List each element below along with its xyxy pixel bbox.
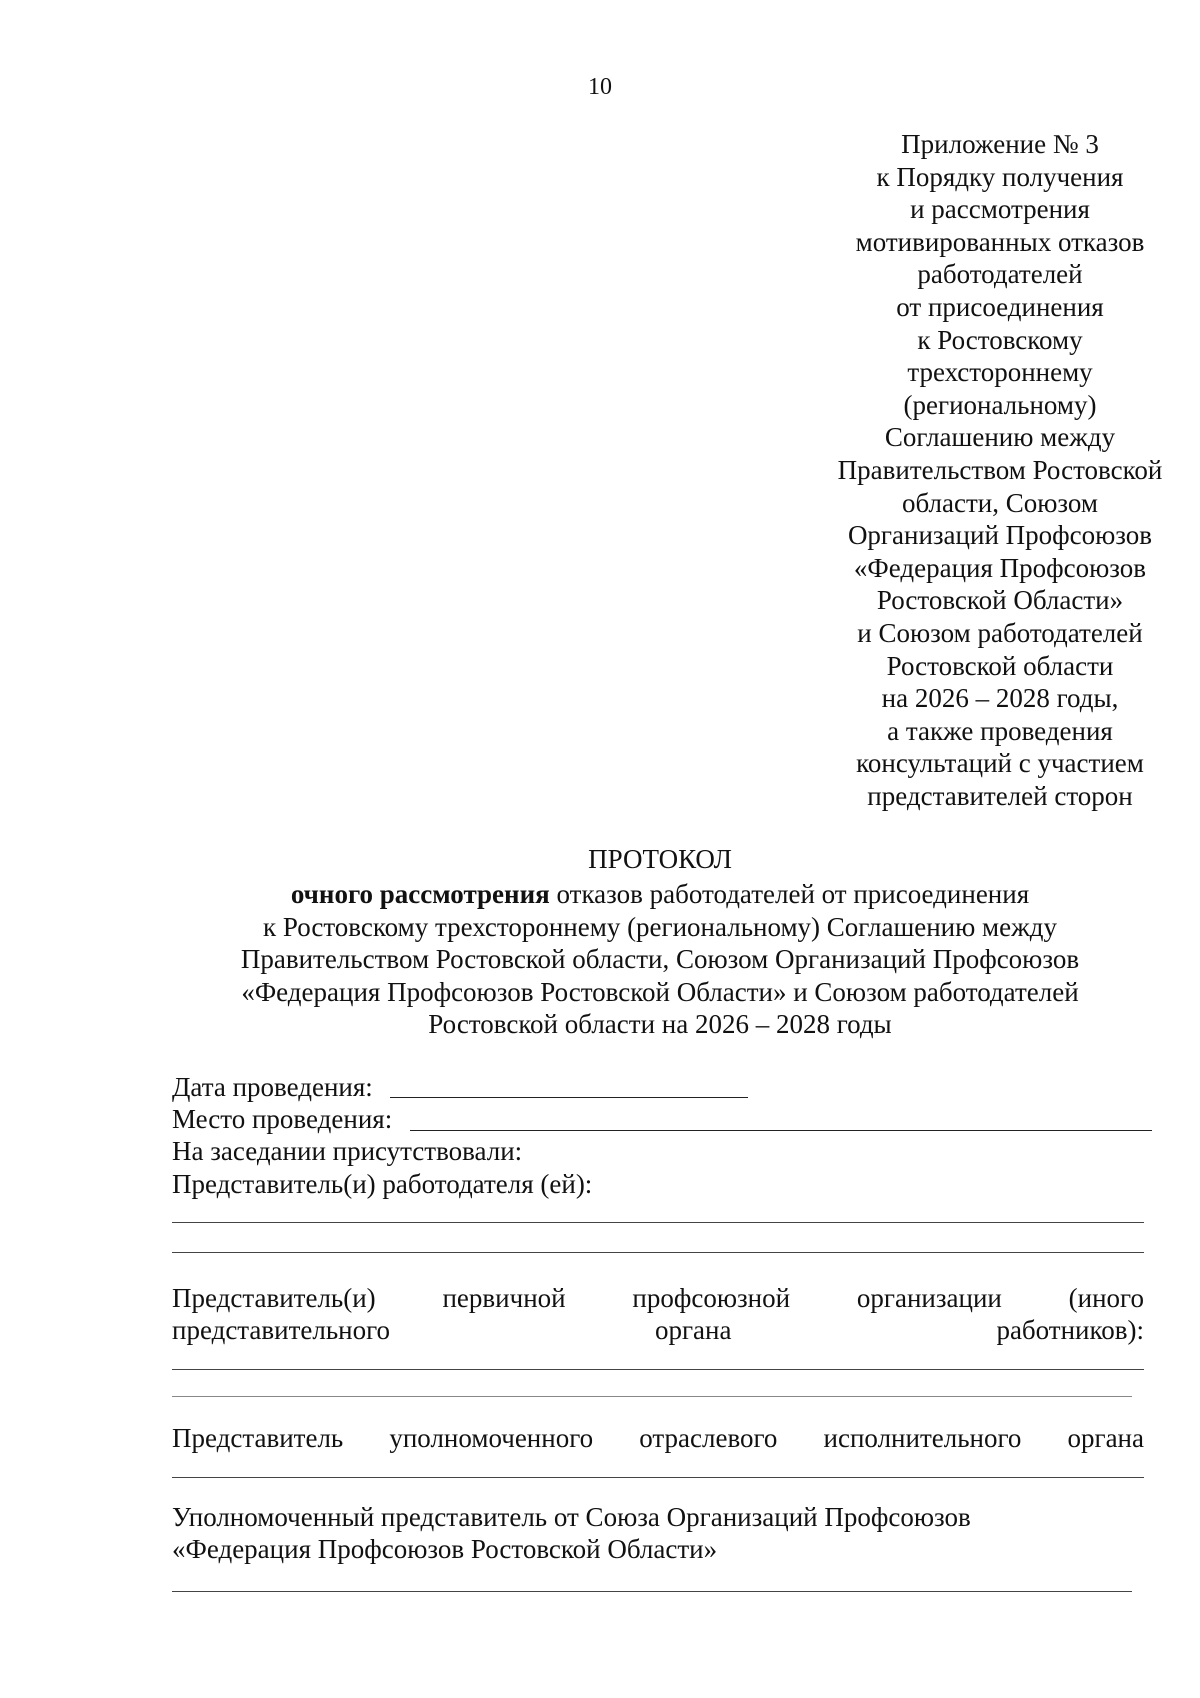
- page-number: 10: [588, 74, 612, 100]
- union-word: первичной: [442, 1283, 566, 1313]
- appendix-header: [790, 128, 1200, 812]
- present-label: На заседании присутствовали:: [172, 1136, 523, 1166]
- authority-word: Представитель: [172, 1423, 344, 1453]
- subtitle-line-1: [160, 878, 1160, 911]
- authority-rep-line[interactable]: [172, 1477, 1144, 1478]
- appendix-line: Ростовской области: [886, 650, 1114, 681]
- union-word: организации: [856, 1283, 1002, 1313]
- union-reps-line-2[interactable]: [172, 1396, 1132, 1397]
- appendix-line: (региональному): [903, 389, 1097, 420]
- subtitle-line-5: Ростовской области на 2026 – 2028 годы: [428, 1009, 892, 1040]
- date-label: Дата проведения:: [172, 1072, 373, 1102]
- employer-reps-line-1[interactable]: [172, 1222, 1144, 1223]
- union-word: представительного: [172, 1315, 391, 1345]
- appendix-line: Правительством Ростовской: [837, 454, 1163, 485]
- appendix-line: Организаций Профсоюзов: [847, 520, 1153, 551]
- appendix-line: работодателей: [917, 259, 1083, 290]
- union-reps-line-1[interactable]: [172, 1369, 1144, 1370]
- employer-reps-label: Представитель(и) работодателя (ей):: [172, 1169, 593, 1199]
- authority-rep-label: [172, 1422, 1144, 1454]
- union-word: (иного: [1068, 1283, 1144, 1313]
- appendix-line: мотивированных отказов: [855, 226, 1145, 257]
- appendix-line: «Федерация Профсоюзов: [853, 552, 1147, 583]
- subtitle-rest: отказов работодателей от присоединения: [549, 879, 1030, 909]
- federation-rep-label-2: «Федерация Профсоюзов Ростовской Области»: [172, 1534, 718, 1564]
- appendix-line: Приложение № 3: [901, 129, 1099, 159]
- union-reps-label-line-1: [172, 1282, 1144, 1314]
- appendix-line: Соглашению между: [884, 422, 1116, 453]
- authority-word: исполнительного: [823, 1423, 1022, 1453]
- appendix-line: на 2026 – 2028 годы,: [881, 683, 1119, 714]
- subtitle-line-4: «Федерация Профсоюзов Ростовской Области» и Союзом работодателей: [241, 976, 1079, 1007]
- appendix-line: к Порядку получения: [876, 161, 1124, 192]
- appendix-line: а также проведения: [887, 715, 1113, 746]
- appendix-line: Ростовской Области»: [876, 585, 1124, 616]
- union-word: профсоюзной: [632, 1283, 791, 1313]
- protocol-title: ПРОТОКОЛ: [588, 844, 732, 874]
- appendix-line: и Союзом работодателей: [857, 617, 1143, 648]
- appendix-line: консультаций с участием: [856, 748, 1144, 779]
- authority-word: отраслевого: [639, 1423, 778, 1453]
- appendix-line: к Ростовскому: [917, 324, 1083, 355]
- appendix-line: от присоединения: [896, 291, 1104, 322]
- employer-reps-line-2[interactable]: [172, 1252, 1144, 1253]
- federation-rep-label-1: Уполномоченный представитель от Союза Организаций Профсоюзов: [172, 1502, 971, 1532]
- appendix-line: представителей сторон: [867, 780, 1133, 811]
- place-label: Место проведения:: [172, 1104, 393, 1134]
- union-word: Представитель(и): [172, 1283, 376, 1313]
- authority-word: уполномоченного: [389, 1423, 594, 1453]
- federation-rep-line[interactable]: [172, 1591, 1132, 1592]
- appendix-line: области, Союзом: [901, 487, 1098, 518]
- appendix-line: трехстороннему: [907, 357, 1093, 388]
- appendix-line: и рассмотрения: [910, 194, 1090, 225]
- subtitle-line-3: Правительством Ростовской области, Союзом Организаций Профсоюзов: [240, 944, 1080, 975]
- protocol-subtitle: [160, 878, 1160, 1041]
- subtitle-line-2: к Ростовскому трехстороннему (региональному) Соглашению между: [262, 911, 1058, 942]
- union-word: работников):: [996, 1315, 1144, 1345]
- place-field[interactable]: [410, 1130, 1152, 1131]
- union-word: органа: [654, 1315, 732, 1345]
- subtitle-bold: очного рассмотрения: [290, 879, 550, 909]
- union-reps-label-line-2: [172, 1314, 1144, 1346]
- date-field[interactable]: [390, 1097, 748, 1098]
- authority-word: органа: [1067, 1423, 1144, 1453]
